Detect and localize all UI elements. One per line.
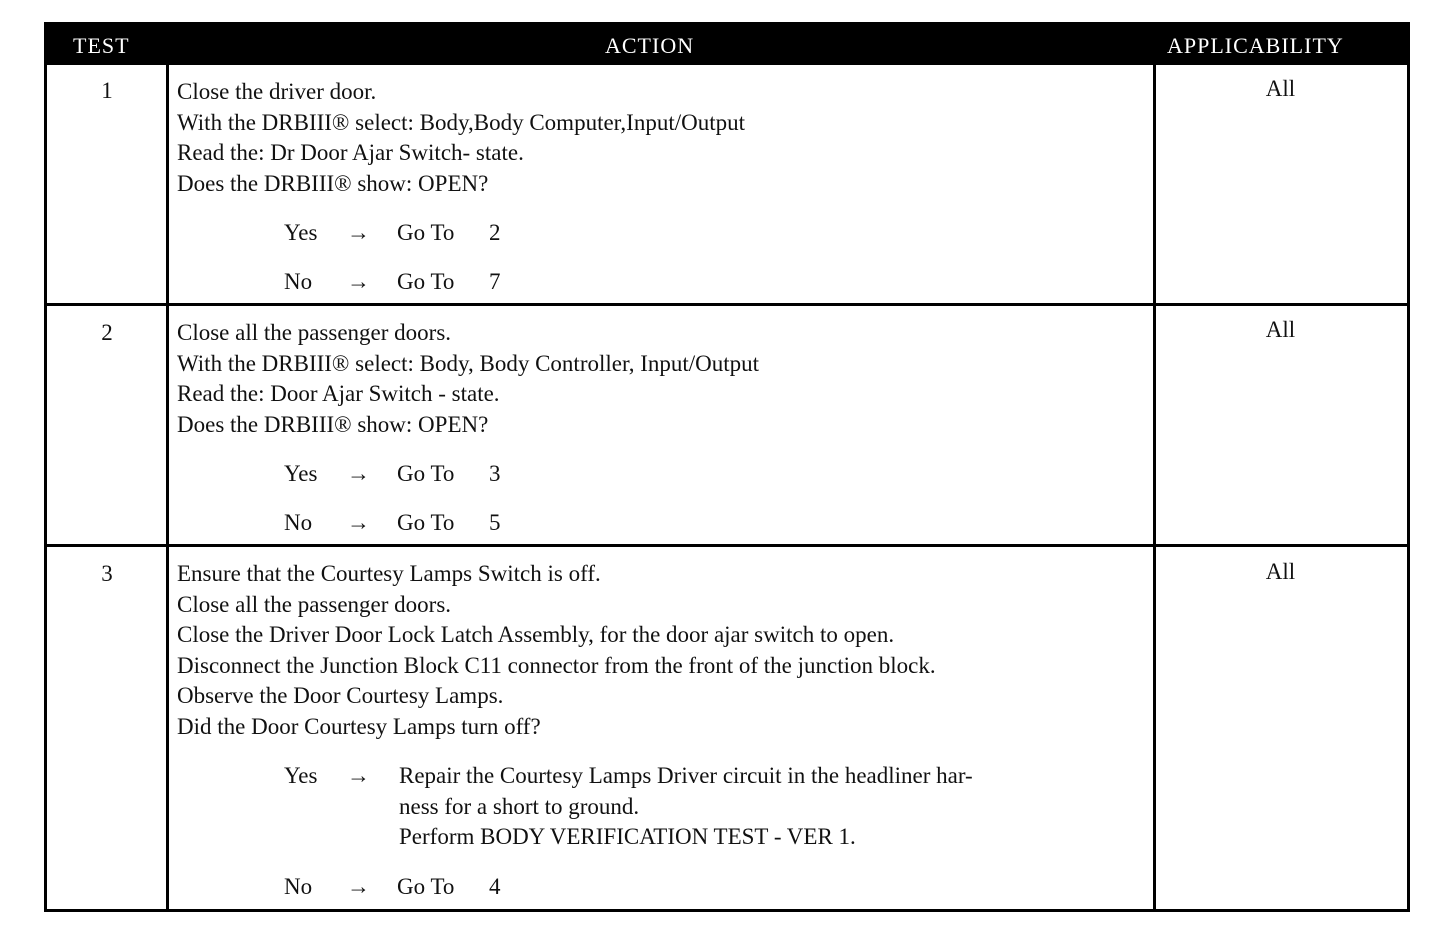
action-step: Observe the Door Courtesy Lamps. [177, 683, 504, 708]
branch-text-line: ness for a short to ground. [399, 794, 640, 819]
arrow-icon: → [347, 763, 370, 788]
branch-text-line: Repair the Courtesy Lamps Driver circuit in the headliner har- [399, 763, 973, 788]
branch-label: Yes [284, 220, 318, 245]
action-cell [177, 318, 1152, 538]
branch-yes [177, 218, 1152, 248]
action-step: Close all the passenger doors. [177, 320, 452, 345]
goto-target: 7 [489, 269, 501, 294]
action-step: Ensure that the Courtesy Lamps Switch is off. [177, 561, 601, 586]
goto-label: Go To [397, 269, 455, 294]
row-divider [47, 544, 1407, 547]
row-divider [47, 303, 1407, 306]
action-step: Read the: Door Ajar Switch - state. [177, 381, 500, 406]
header-test: TEST [73, 33, 130, 58]
branch-label: No [284, 510, 313, 535]
goto-label: Go To [397, 220, 455, 245]
branch-label: Yes [284, 763, 318, 788]
action-step: Close the driver door. [177, 79, 377, 104]
action-step: Close the Driver Door Lock Latch Assembly, for the door ajar switch to open. [177, 622, 895, 647]
action-step: With the DRBIII® select: Body, Body Controller, Input/Output [177, 350, 760, 376]
goto-label: Go To [397, 874, 455, 899]
header-applicability: APPLICABILITY [1167, 33, 1344, 58]
goto-target: 5 [489, 510, 501, 535]
branch-label: Yes [284, 461, 318, 486]
action-step: Disconnect the Junction Block C11 connector from the front of the junction block. [177, 652, 936, 678]
action-step: Read the: Dr Door Ajar Switch- state. [177, 140, 524, 165]
action-cell [177, 77, 1152, 297]
action-step: With the DRBIII® select: Body,Body Computer,Input/Output [177, 109, 745, 135]
arrow-icon: → [347, 269, 370, 294]
table-header [47, 25, 1407, 65]
action-step: Does the DRBIII® show: OPEN? [177, 411, 489, 437]
applicability-value: All [1265, 317, 1296, 342]
arrow-icon: → [347, 220, 370, 245]
goto-target: 2 [489, 220, 501, 245]
action-step: Did the Door Courtesy Lamps turn off? [177, 713, 541, 739]
branch-no [177, 267, 1152, 297]
goto-target: 4 [489, 874, 501, 899]
action-step: Does the DRBIII® show: OPEN? [177, 170, 489, 196]
branch-label: No [284, 269, 313, 294]
goto-target: 3 [489, 461, 501, 486]
test-number: 1 [101, 78, 113, 103]
branch-no [177, 508, 1152, 538]
branch-yes [177, 459, 1152, 489]
test-number: 2 [101, 320, 113, 345]
arrow-icon: → [347, 461, 370, 486]
branch-yes [177, 761, 1152, 853]
branch-no [177, 872, 1152, 902]
branch-label: No [284, 874, 313, 899]
column-divider [166, 65, 169, 909]
goto-label: Go To [397, 510, 455, 535]
goto-label: Go To [397, 461, 455, 486]
applicability-value: All [1265, 76, 1296, 101]
arrow-icon: → [347, 874, 370, 899]
header-action: ACTION [605, 33, 695, 58]
action-step: Close all the passenger doors. [177, 591, 452, 617]
arrow-icon: → [347, 510, 370, 535]
diagnostic-table [44, 22, 1410, 912]
action-cell [177, 559, 1152, 902]
branch-text-line: Perform BODY VERIFICATION TEST - VER 1. [399, 824, 856, 849]
applicability-value: All [1265, 559, 1296, 584]
test-number: 3 [101, 561, 113, 586]
